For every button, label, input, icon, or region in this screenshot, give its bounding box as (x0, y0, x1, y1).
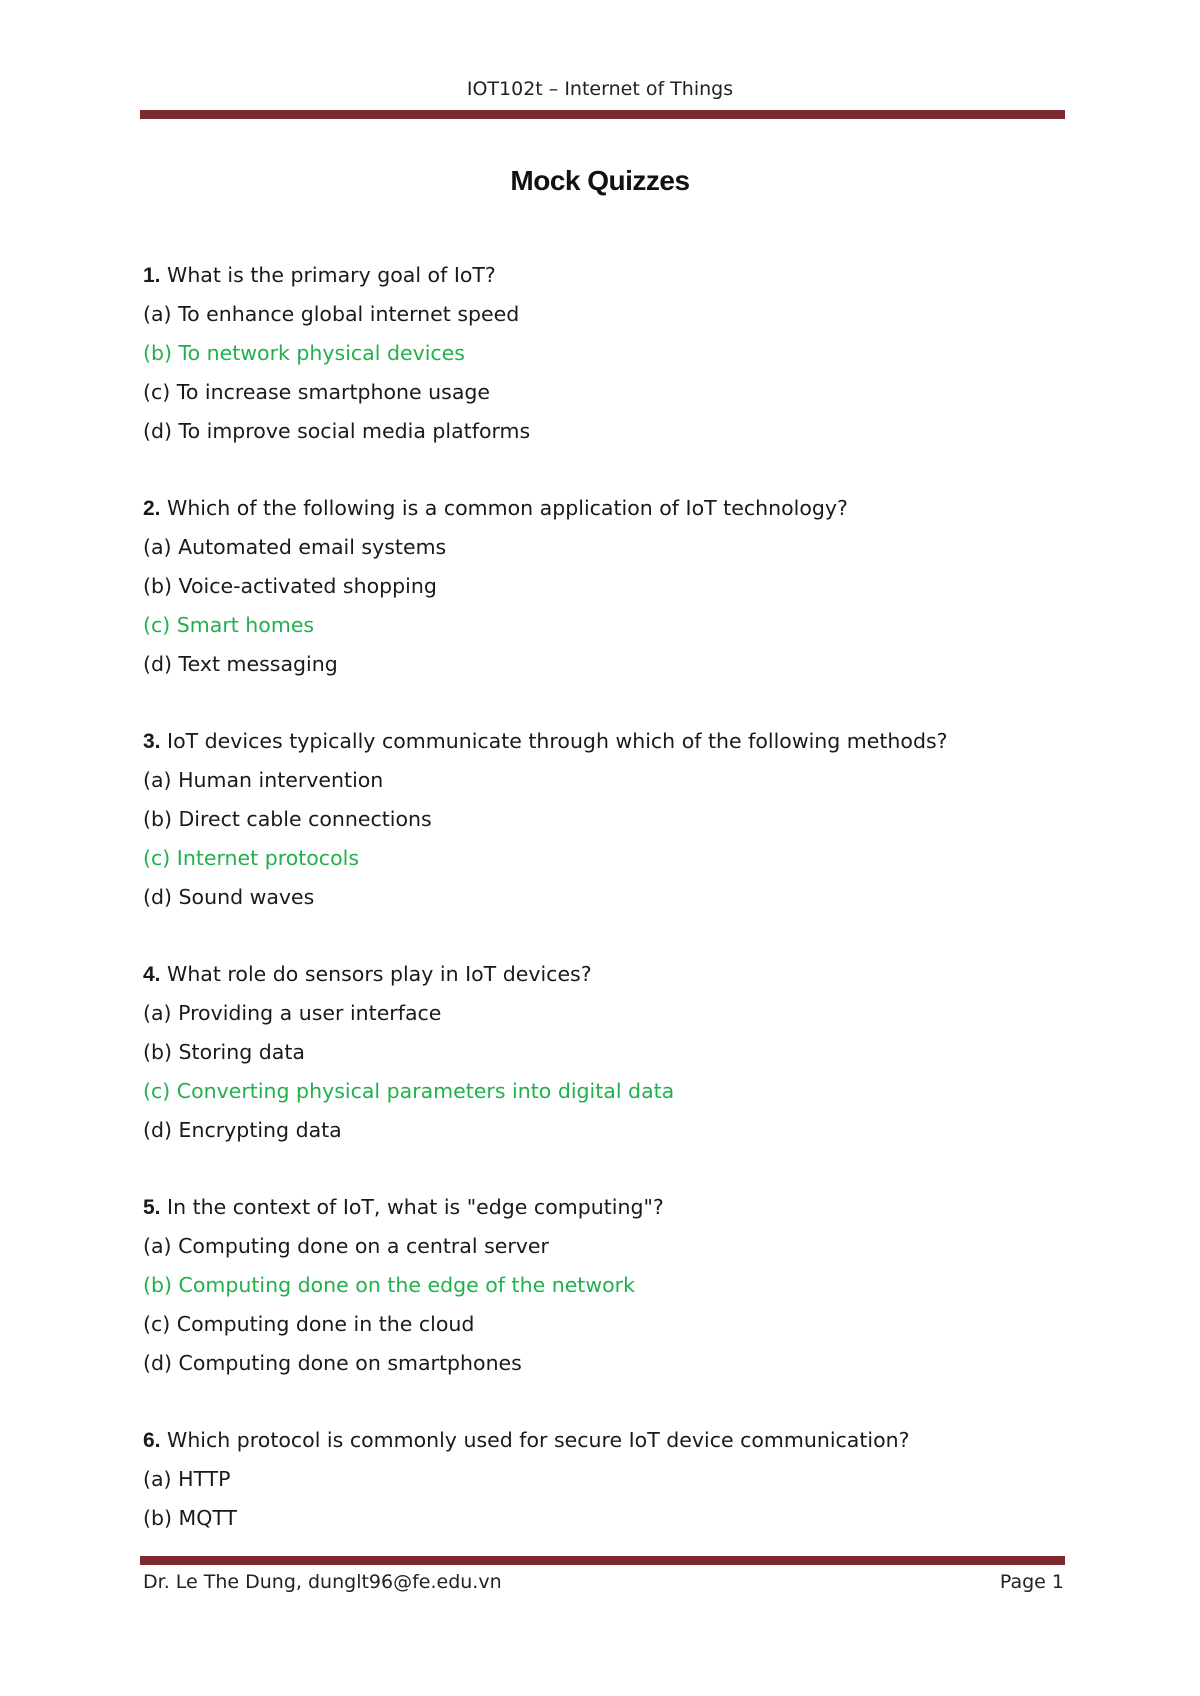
answer-option: (b) Storing data (143, 1040, 305, 1064)
question-text: Which of the following is a common application of IoT technology? (167, 496, 848, 520)
question-line (143, 489, 1063, 528)
question-block (143, 955, 1063, 1150)
question-text: Which protocol is commonly used for secure IoT device communication? (167, 1428, 910, 1452)
answer-option: (d) Text messaging (143, 652, 338, 676)
answer-option: (b) MQTT (143, 1506, 238, 1530)
question-number: 6. (143, 1429, 161, 1452)
answer-option-correct: (c) Internet protocols (143, 846, 360, 870)
answer-option: (c) To increase smartphone usage (143, 380, 491, 404)
answer-option-correct: (c) Smart homes (143, 613, 315, 637)
question-text: In the context of IoT, what is "edge computing"? (167, 1195, 664, 1219)
answer-option: (b) Voice-activated shopping (143, 574, 437, 598)
question-line (143, 955, 1063, 994)
question-number: 4. (143, 963, 161, 986)
answer-option-correct: (c) Converting physical parameters into digital data (143, 1079, 675, 1103)
question-block (143, 489, 1063, 684)
answer-option: (a) To enhance global internet speed (143, 302, 520, 326)
question-number: 2. (143, 497, 161, 520)
question-line (143, 1421, 1063, 1460)
question-block (143, 256, 1063, 451)
question-number: 1. (143, 264, 161, 287)
question-line (143, 1188, 1063, 1227)
question-line (143, 256, 1063, 295)
answer-option: (a) Computing done on a central server (143, 1234, 549, 1258)
footer-author: Dr. Le The Dung, dunglt96@fe.edu.vn (143, 1571, 502, 1593)
question-block (143, 1188, 1063, 1383)
question-text: What is the primary goal of IoT? (167, 263, 496, 287)
answer-option: (d) To improve social media platforms (143, 419, 531, 443)
question-block (143, 722, 1063, 917)
answer-option: (a) HTTP (143, 1467, 231, 1491)
question-number: 5. (143, 1196, 161, 1219)
footer-rule (140, 1556, 1065, 1565)
answer-option-correct: (b) Computing done on the edge of the network (143, 1273, 635, 1297)
answer-option: (d) Sound waves (143, 885, 315, 909)
answer-option: (c) Computing done in the cloud (143, 1312, 475, 1336)
answer-option: (b) Direct cable connections (143, 807, 432, 831)
answer-option: (d) Encrypting data (143, 1118, 342, 1142)
question-number: 3. (143, 730, 161, 753)
question-block (143, 1421, 1063, 1538)
running-header: IOT102t – Internet of Things (466, 78, 734, 100)
question-text: What role do sensors play in IoT devices? (167, 962, 592, 986)
header-rule (140, 110, 1065, 119)
answer-option: (a) Automated email systems (143, 535, 447, 559)
answer-option: (a) Human intervention (143, 768, 384, 792)
quiz-list (143, 256, 1063, 1576)
question-text: IoT devices typically communicate through which of the following methods? (167, 729, 948, 753)
footer-page-number: Page 1 (999, 1571, 1064, 1593)
answer-option: (a) Providing a user interface (143, 1001, 442, 1025)
answer-option-correct: (b) To network physical devices (143, 341, 465, 365)
question-line (143, 722, 1063, 761)
page-title: Mock Quizzes (510, 165, 690, 196)
answer-option: (d) Computing done on smartphones (143, 1351, 522, 1375)
